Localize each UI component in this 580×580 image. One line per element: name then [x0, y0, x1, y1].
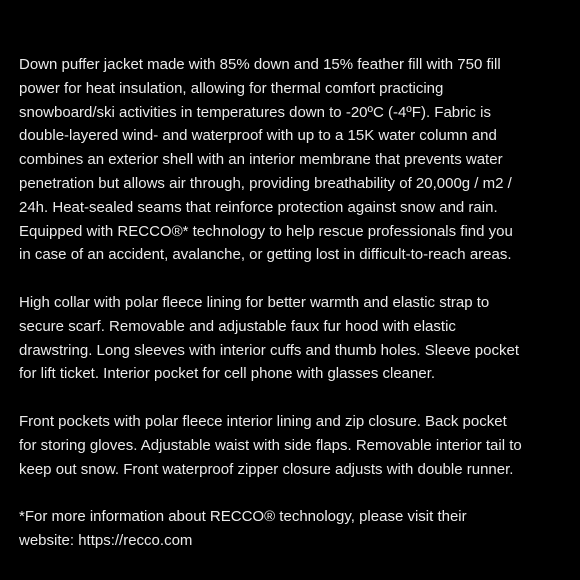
description-paragraph-insulation: Down puffer jacket made with 85% down and 15% feather fill with 750 fill power for heat insulation, allowing for thermal comfort practicing snowboard/ski activities in temperatures down to -20ºC (-4ºF). Fabric is double-layered wind- and waterproof with up to a 15K water column and combines an exterior shell with an interior membrane that prevents water penetration but allows air through, providing breathability of 20,000g / m2 / 24h. Heat-sealed seams that reinforce protection against snow and rain. Equipped with RECCO®* technology to help rescue professionals find you in case of an accident, avalanche, or getting lost in difficult-to-reach areas. [19, 56, 513, 264]
description-paragraph-collar-hood: High collar with polar fleece lining for better warmth and elastic strap to secure scarf. Removable and adjustable faux fur hood with elastic drawstring. Long sleeves with interior cuffs and thumb holes. Sleeve pocket for lift ticket. Interior pocket for cell phone with glasses cleaner. [19, 293, 519, 383]
description-paragraph-pockets: Front pockets with polar fleece interior lining and zip closure. Back pocket for storing gloves. Adjustable waist with side flaps. Removable interior tail to keep out snow. Front waterproof zipper closure adjusts with double runner. [19, 412, 522, 478]
description-paragraph-recco-note: *For more information about RECCO® technology, please visit their website: https://recco.com [19, 508, 467, 549]
